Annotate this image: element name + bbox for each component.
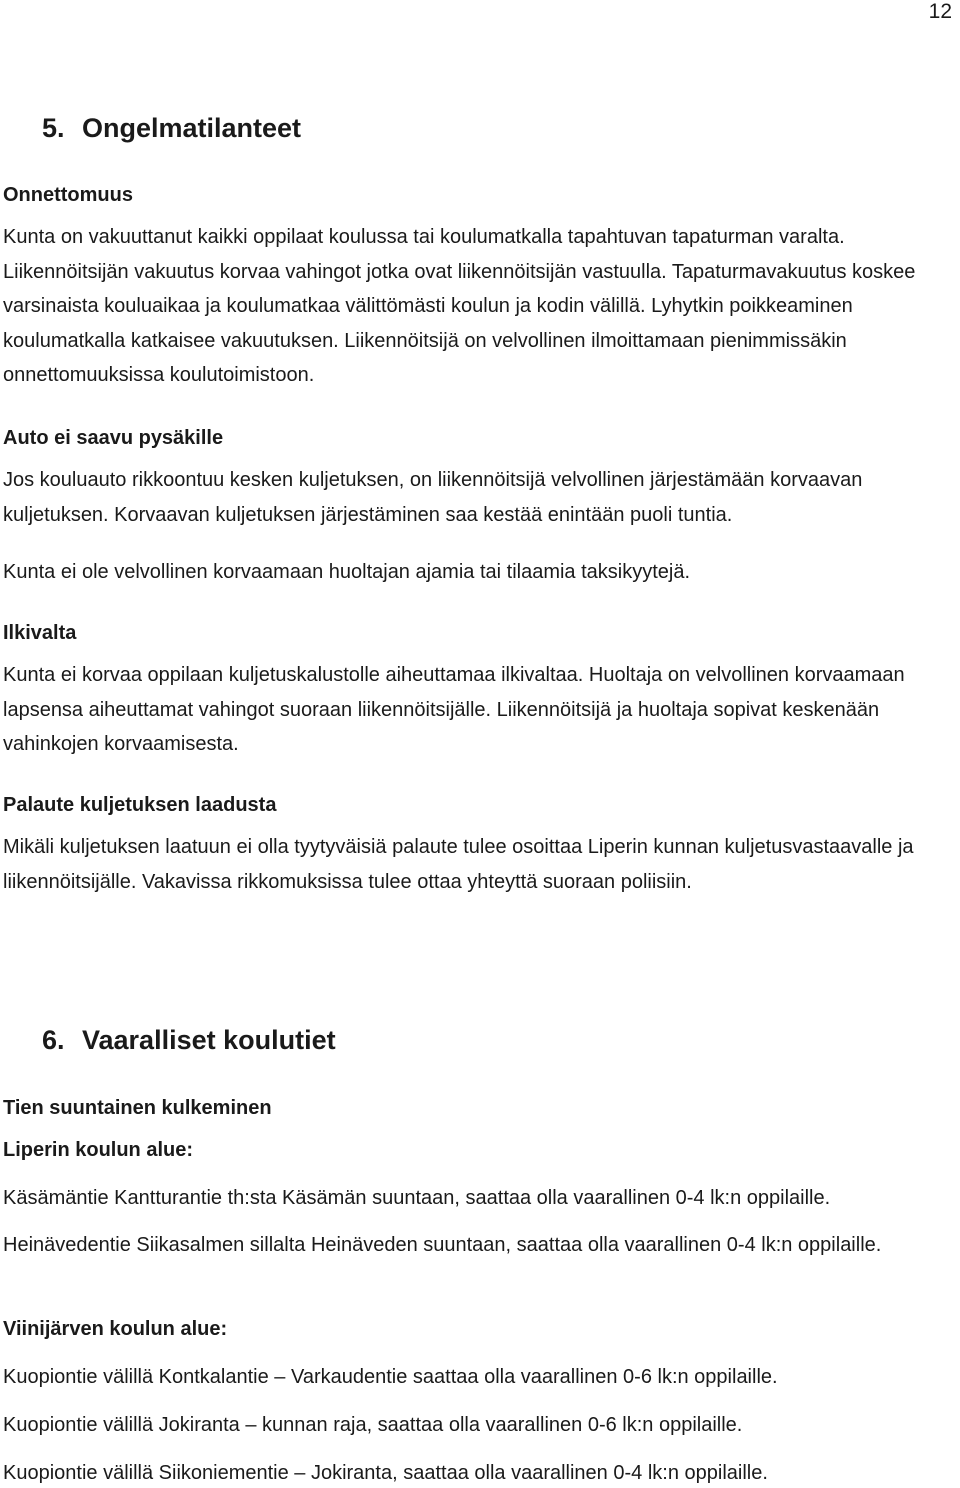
- paragraph-auto-ei-saavu-1: Jos kouluauto rikkoontuu kesken kuljetuksen, on liikennöitsijä velvollinen järjestämään korvaavan kuljetuksen. Korvaavan kuljetuksen järjestäminen saa kestää enintään puoli tuntia.: [3, 469, 863, 526]
- section-6-number: 6.: [42, 1025, 65, 1055]
- list-item-viinijarvi-2: Kuopiontie välillä Jokiranta – kunnan raja, saattaa olla vaarallinen 0-6 lk:n oppilaille.: [3, 1414, 743, 1436]
- heading-onnettomuus: Onnettomuus: [3, 184, 133, 206]
- paragraph-auto-ei-saavu-2: Kunta ei ole velvollinen korvaamaan huoltajan ajamia tai tilaamia taksikyytejä.: [3, 561, 691, 583]
- heading-liperin-koulu: Liperin koulun alue:: [3, 1139, 194, 1161]
- section-6-title-text: Vaaralliset koulutiet: [82, 1025, 336, 1055]
- paragraph-onnettomuus: Kunta on vakuuttanut kaikki oppilaat koulussa tai koulumatkalla tapahtuvan tapaturman varalta. Liikennöitsijän vakuutus korvaa vahingot jotka ovat liikennöitsijän vastuulla. Tapaturmavakuutus koskee varsinaista kouluaikaa ja koulumatkaa välittömästi koulun ja kodin välillä. Lyhytkin poikkeaminen koulumatkalla katkaisee vakuutuksen. Liikennöitsijä on velvollinen ilmoittamaan pienimmissäkin onnettomuuksissa koulutoimistoon.: [3, 226, 916, 386]
- section-5-title: [42, 112, 301, 144]
- heading-viinijarven-koulu: Viinijärven koulun alue:: [3, 1318, 228, 1340]
- list-item-liperi-1: Käsämäntie Kantturantie th:sta Käsämän suuntaan, saattaa olla vaarallinen 0-4 lk:n oppilaille.: [3, 1187, 831, 1209]
- list-item-viinijarvi-3: Kuopiontie välillä Siikoniementie – Jokiranta, saattaa olla vaarallinen 0-4 lk:n oppilaille.: [3, 1462, 768, 1484]
- page-number: 12: [928, 0, 952, 23]
- heading-auto-ei-saavu: Auto ei saavu pysäkille: [3, 427, 224, 449]
- section-5-number: 5.: [42, 113, 65, 143]
- paragraph-palaute: Mikäli kuljetuksen laatuun ei olla tyytyväisiä palaute tulee osoittaa Liperin kunnan kuljetusvastaavalle ja liikennöitsijälle. Vakavissa rikkomuksissa tulee ottaa yhteyttä suoraan poliisiin.: [3, 836, 914, 893]
- heading-ilkivalta: Ilkivalta: [3, 622, 77, 644]
- list-item-viinijarvi-1: Kuopiontie välillä Kontkalantie – Varkaudentie saattaa olla vaarallinen 0-6 lk:n oppilaille.: [3, 1366, 778, 1388]
- list-item-liperi-2: Heinävedentie Siikasalmen sillalta Heinäveden suuntaan, saattaa olla vaarallinen 0-4 lk:n oppilaille.: [3, 1234, 882, 1256]
- section-5-title-text: Ongelmatilanteet: [82, 113, 302, 143]
- paragraph-ilkivalta: Kunta ei korvaa oppilaan kuljetuskalustolle aiheuttamaa ilkivaltaa. Huoltaja on velvollinen korvaamaan lapsensa aiheuttamat vahingot suoraan liikennöitsijälle. Liikennöitsijä ja huoltaja sopivat keskenään vahinkojen korvaamisesta.: [3, 664, 905, 755]
- heading-tien-suuntainen: Tien suuntainen kulkeminen: [3, 1097, 272, 1119]
- heading-palaute: Palaute kuljetuksen laadusta: [3, 794, 277, 816]
- section-6-title: [42, 1024, 336, 1056]
